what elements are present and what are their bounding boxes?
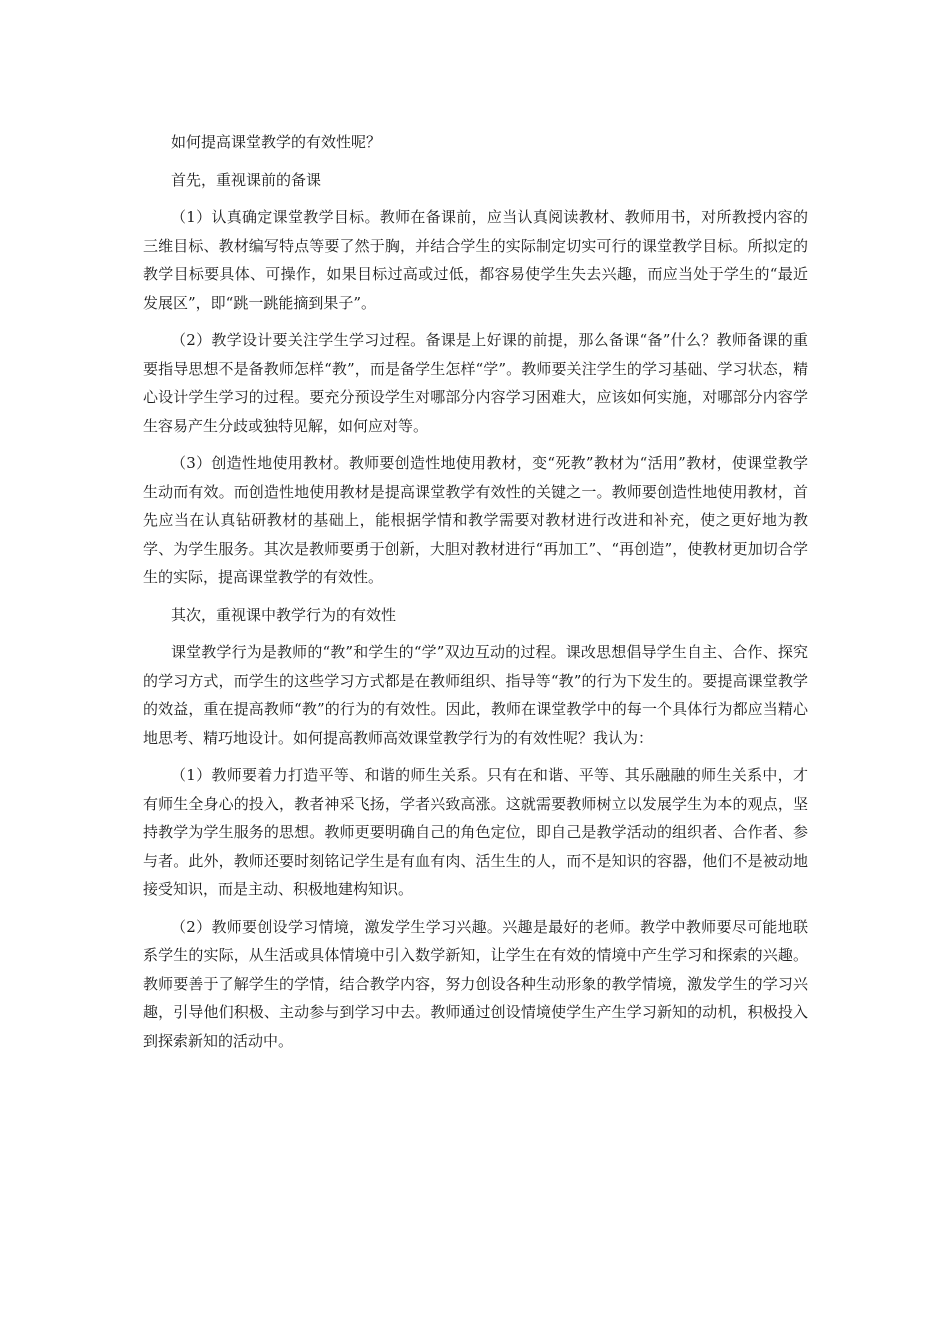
paragraph-situation: （2）教师要创设学习情境，激发学生学习兴趣。兴趣是最好的老师。教学中教师要尽可能地联系学生的实际，从生活或具体情境中引入数学新知，让学生在有效的情境中产生学习和探索的兴趣。教师要善于了解学生的学情，结合教学内容，努力创设各种生动形象的教学情境，激发学生的学习兴趣，引导他们积极、主动参与到学习中去。教师通过创设情境使学生产生学习新知的动机，积极投入到探索新知的活动中。 — [143, 917, 808, 1050]
paragraph-textbook: （3）创造性地使用教材。教师要创造性地使用教材，变“死教”教材为“活用”教材，使课堂教学生动而有效。而创造性地使用教材是提高课堂教学有效性的关键之一。教师要创造性地使用教材，首先应当在认真钻研教材的基础上，能根据学情和教学需要对教材进行改进和补充，使之更好地为教学、为学生服务。其次是教师要勇于创新，大胆对教材进行“再加工”、“再创造”，使教材更加切合学生的实际，提高课堂教学的有效性。 — [143, 454, 808, 586]
section-heading-second: 其次，重视课中教学行为的有效性 — [171, 605, 397, 624]
section-heading-first: 首先，重视课前的备课 — [171, 170, 322, 189]
paragraph-relationship: （1）教师要着力打造平等、和谐的师生关系。只有在和谐、平等、其乐融融的师生关系中，才有师生全身心的投入，教者神采飞扬，学者兴致高涨。这就需要教师树立以发展学生为本的观点，坚持教学为学生服务的思想。教师更要明确自己的角色定位，即自己是教学活动的组织者、合作者、参与者。此外，教师还要时刻铭记学生是有血有肉、活生生的人，而不是知识的容器，他们不是被动地接受知识，而是主动、积极地建构知识。 — [143, 766, 808, 898]
paragraph-goal: （1）认真确定课堂教学目标。教师在备课前，应当认真阅读教材、教师用书，对所教授内容的三维目标、教材编写特点等要了然于胸，并结合学生的实际制定切实可行的课堂教学目标。所拟定的教学目标要具体、可操作，如果目标过高或过低，都容易使学生失去兴趣，而应当处于学生的“最近发展区”，即“跳一跳能摘到果子”。 — [143, 208, 808, 312]
document-page — [143, 128, 808, 1064]
paragraph-behavior: 课堂教学行为是教师的“教”和学生的“学”双边互动的过程。课改思想倡导学生自主、合作、探究的学习方式，而学生的这些学习方式都是在教师组织、指导等“教”的行为下发生的。要提高课堂教学的效益，重在提高教师“教”的行为的有效性。因此，教师在课堂教学中的每一个具体行为都应当精心地思考、精巧地设计。如何提高教师高效课堂教学行为的有效性呢？我认为： — [143, 643, 808, 747]
paragraph-design: （2）教学设计要关注学生学习过程。备课是上好课的前提，那么备课“备”什么？教师备课的重要指导思想不是备教师怎样“教”，而是备学生怎样“学”。教师要关注学生的学习基础、学习状态，精心设计学生学习的过程。要充分预设学生对哪部分内容学习困难大，应该如何实施，对哪部分内容学生容易产生分歧或独特见解，如何应对等。 — [143, 331, 808, 435]
question-heading: 如何提高课堂教学的有效性呢？ — [171, 133, 382, 151]
